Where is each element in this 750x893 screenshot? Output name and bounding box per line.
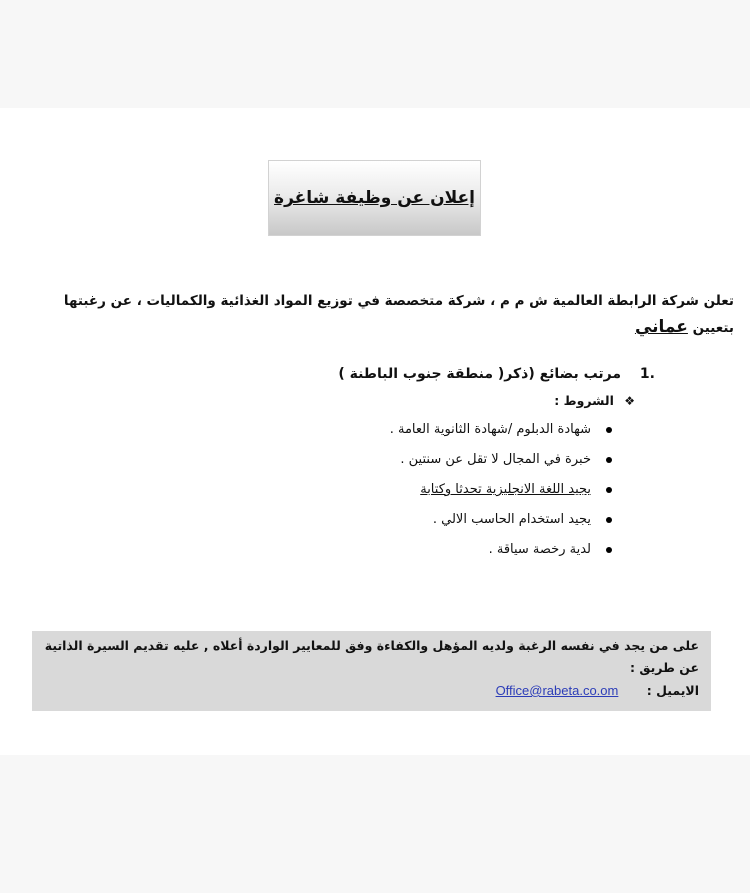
job-title-row <box>338 366 655 382</box>
email-link[interactable]: Office@rabeta.co.om <box>495 683 619 698</box>
email-row <box>496 683 699 698</box>
conditions-heading-row <box>554 393 635 408</box>
title-box <box>268 160 481 236</box>
list-item <box>390 540 612 570</box>
application-box <box>32 631 711 711</box>
list-item <box>390 420 612 450</box>
job-number: .1 <box>639 366 655 382</box>
page-title: إعلان عن وظيفة شاغرة <box>274 188 475 208</box>
requirement-text: يجيد اللغة الانجليزية تحدثا وكتابة <box>420 482 591 497</box>
list-item <box>390 450 612 480</box>
email-label: الايميل : <box>646 683 699 698</box>
application-instructions: على من يجد في نفسه الرغبة ولديه المؤهل والكفاءة وفق للمعايير الواردة أعلاه , عليه تقديم السيرة الذاتية عن طريق : <box>44 638 699 675</box>
diamond-bullet-icon: ❖ <box>624 394 635 408</box>
bullet-icon <box>606 457 612 463</box>
requirement-text: يجيد استخدام الحاسب الالي . <box>432 512 591 527</box>
bullet-icon <box>606 487 612 493</box>
job-title: مرتب بضائع (ذكر( منطقة جنوب الباطنة ) <box>338 366 622 382</box>
bullet-icon <box>606 427 612 433</box>
requirements-list <box>390 420 612 570</box>
requirement-text: خبرة في المجال لا تقل عن سنتين . <box>400 452 591 467</box>
conditions-heading: الشروط : <box>554 393 614 408</box>
intro-line-1: تعلن شركة الرابطة العالمية ش م م ، شركة متخصصة في توزيع المواد الغذائية والكماليات ، عن رغبتها <box>63 293 734 309</box>
list-item <box>390 480 612 510</box>
document-page <box>0 108 750 755</box>
bullet-icon <box>606 517 612 523</box>
intro-line-2 <box>14 314 734 341</box>
requirement-text: شهادة الدبلوم /شهادة الثانوية العامة . <box>389 422 591 437</box>
requirement-text: لدية رخصة سياقة . <box>488 542 591 557</box>
intro-line-2-prefix: بتعيين <box>692 320 734 336</box>
list-item <box>390 510 612 540</box>
bullet-icon <box>606 547 612 553</box>
intro-emphasis: عماني <box>634 317 688 337</box>
intro-paragraph <box>14 288 734 341</box>
